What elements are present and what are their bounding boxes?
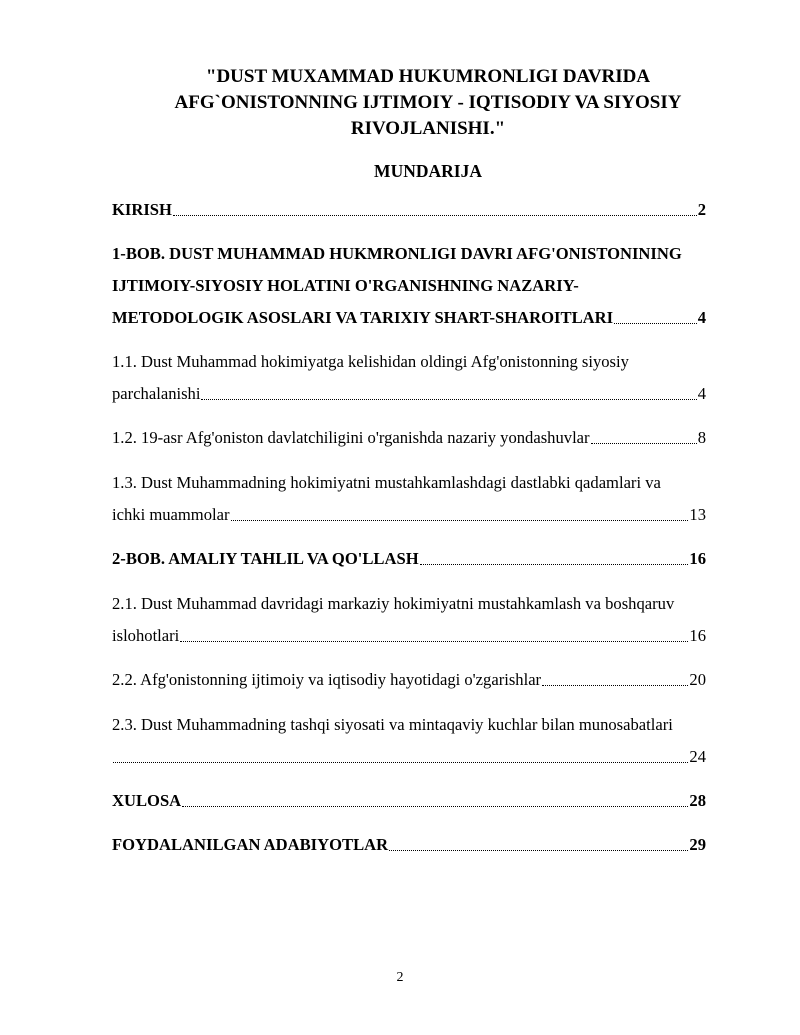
toc-leader-dots <box>201 398 696 400</box>
toc-entry-2-3-line1[interactable] <box>112 713 742 737</box>
toc-page-number: 28 <box>689 791 706 810</box>
toc-entry-bob1-line2[interactable] <box>112 274 706 298</box>
toc-leader-dots <box>113 761 688 763</box>
toc-entry-label: FOYDALANILGAN ADABIYOTLAR <box>112 835 389 854</box>
toc-leader-dots <box>542 684 688 686</box>
toc-entry-label: 2-BOB. AMALIY TAHLIL VA QO'LLASH <box>112 549 419 568</box>
toc-entry-1-1-line2[interactable] <box>112 382 706 406</box>
toc-entry-label: 1-BOB. DUST MUHAMMAD HUKMRONLIGI DAVRI AFG'ONISTONINING <box>112 244 682 263</box>
toc-entry-kirish[interactable] <box>112 198 706 222</box>
toc-entry-label: islohotlari <box>112 626 180 645</box>
toc-entry-label: KIRISH <box>112 200 172 219</box>
document-title <box>110 64 746 142</box>
toc-entry-label: 2.3. Dust Muhammadning tashqi siyosati va mintaqaviy kuchlar bilan munosabatlari <box>112 715 673 734</box>
toc-entry-2-3-line2[interactable] <box>112 745 706 769</box>
toc-leader-dots <box>182 805 688 807</box>
toc-page-number: 4 <box>697 384 706 403</box>
toc-entry-label: 1.2. 19-asr Afg'oniston davlatchiligini o'rganishda nazariy yondashuvlar <box>112 428 590 447</box>
toc-entry-adabiyotlar[interactable] <box>112 833 706 857</box>
title-line-1: "DUST MUXAMMAD HUKUMRONLIGI DAVRIDA <box>205 66 651 87</box>
toc-leader-dots <box>614 322 697 324</box>
toc-page-number: 13 <box>689 505 706 524</box>
toc-entry-label: 2.1. Dust Muhammad davridagi markaziy hokimiyatni mustahkamlash va boshqaruv <box>112 594 675 613</box>
toc-entry-label: parchalanishi <box>112 384 201 403</box>
toc-entry-2-1-line2[interactable] <box>112 624 706 648</box>
toc-page-number: 16 <box>689 626 706 645</box>
toc-leader-dots <box>389 849 688 851</box>
toc-entry-bob2[interactable] <box>112 547 706 571</box>
toc-page-number: 29 <box>689 835 706 854</box>
toc-entry-1-3-line2[interactable] <box>112 503 706 527</box>
toc-heading: MUNDARIJA <box>374 161 482 181</box>
toc-entry-bob1-line1[interactable] <box>112 242 752 266</box>
toc-entry-1-3-line1[interactable] <box>112 471 732 495</box>
toc-entry-label: IJTIMOIY-SIYOSIY HOLATINI O'RGANISHNING NAZARIY- <box>112 276 579 295</box>
toc-leader-dots <box>231 519 689 521</box>
toc-leader-dots <box>180 640 688 642</box>
title-line-3: RIVOJLANISHI." <box>350 118 506 139</box>
toc-page-number: 2 <box>697 200 706 219</box>
toc-entry-2-1-line1[interactable] <box>112 592 742 616</box>
toc-entry-label: METODOLOGIK ASOSLARI VA TARIXIY SHART-SHAROITLARI <box>112 308 614 327</box>
title-line-2: AFG`ONISTONNING IJTIMOIY - IQTISODIY VA SIYOSIY <box>174 92 682 113</box>
toc-leader-dots <box>173 214 697 216</box>
toc-entry-bob1-line3[interactable] <box>112 306 706 330</box>
toc-page-number: 20 <box>689 670 706 689</box>
toc-page-number: 4 <box>697 308 706 327</box>
toc-leader-dots <box>420 563 689 565</box>
toc-entry-label: 2.2. Afg'onistonning ijtimoiy va iqtisodiy hayotidagi o'zgarishlar <box>112 670 542 689</box>
toc-entry-label: 1.3. Dust Muhammadning hokimiyatni mustahkamlashdagi dastlabki qadamlari va <box>112 473 661 492</box>
toc-entry-2-2[interactable] <box>112 668 706 692</box>
toc-page-number: 16 <box>689 549 706 568</box>
toc-page-number: 24 <box>689 747 706 766</box>
toc-page-number: 8 <box>697 428 706 447</box>
toc-leader-dots <box>591 442 697 444</box>
page-number: 2 <box>396 970 404 985</box>
toc-entry-xulosa[interactable] <box>112 789 706 813</box>
toc-entry-label: XULOSA <box>112 791 182 810</box>
toc-entry-label: ichki muammolar <box>112 505 230 524</box>
toc-entry-1-1-line1[interactable] <box>112 350 706 374</box>
toc-entry-label: 1.1. Dust Muhammad hokimiyatga kelishidan oldingi Afg'onistonning siyosiy <box>112 352 629 371</box>
toc-entry-1-2[interactable] <box>112 426 706 450</box>
